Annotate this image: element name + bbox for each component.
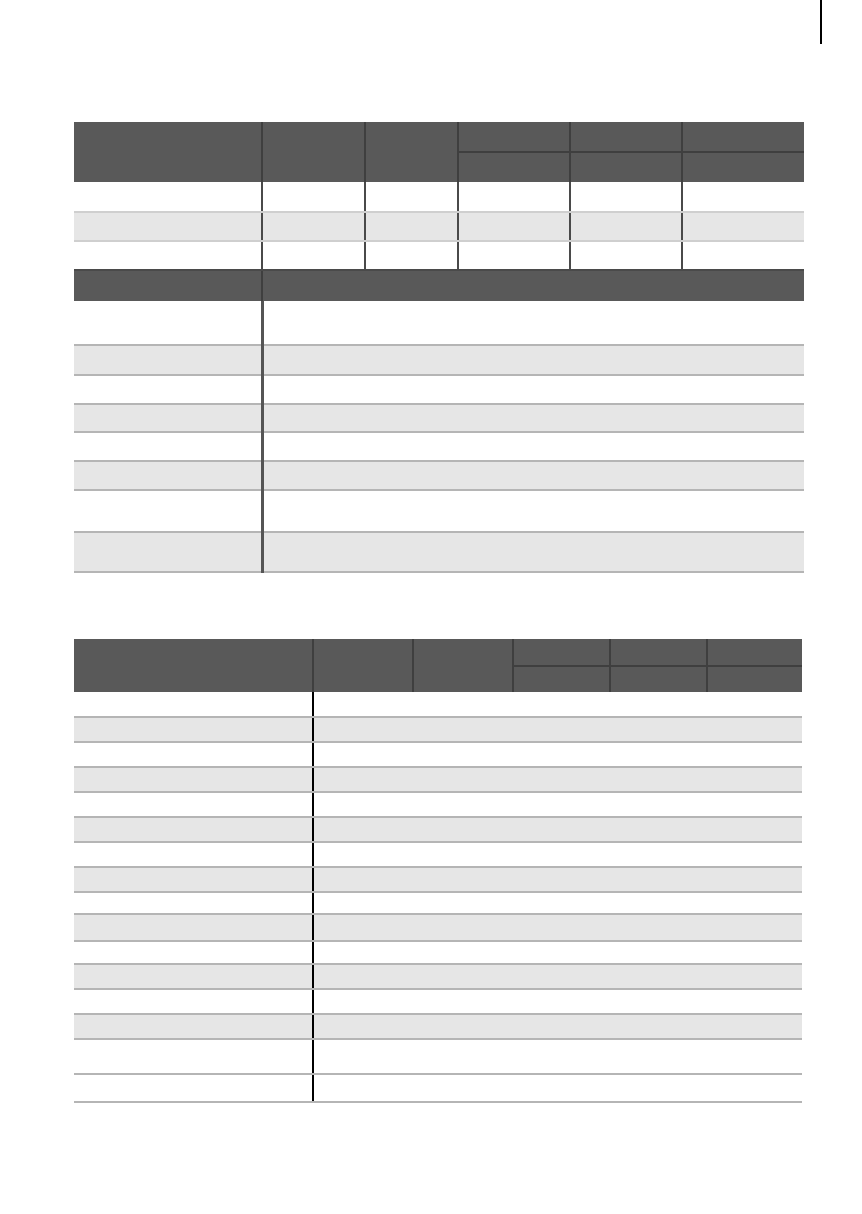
spec-value (262, 461, 804, 490)
table-cell (74, 212, 262, 241)
spec-value (262, 345, 804, 375)
spec-label (74, 432, 262, 461)
spec-label (74, 1014, 313, 1039)
spec-label (74, 792, 313, 817)
spec-row (74, 461, 804, 490)
header-cell (313, 639, 413, 692)
spec-label (74, 964, 313, 989)
spec-value (313, 867, 802, 892)
spec-value (313, 742, 802, 767)
subheader-cell (570, 152, 682, 182)
spec-row (74, 301, 804, 345)
header-cell (74, 639, 313, 692)
spec-row (74, 532, 804, 572)
header-cell (513, 639, 610, 666)
spec-value (313, 717, 802, 742)
spec-value (313, 892, 802, 914)
section-header-cell (262, 270, 804, 301)
spec-value (313, 842, 802, 867)
spec-value (313, 941, 802, 964)
subheader-cell (610, 666, 707, 692)
header-cell (413, 639, 513, 692)
table-cell (365, 241, 458, 270)
spec-row (74, 742, 802, 767)
spec-value (313, 792, 802, 817)
table-cell (365, 182, 458, 212)
spec-label (74, 532, 262, 572)
spec-row (74, 867, 802, 892)
spec-row (74, 375, 804, 404)
spec-label (74, 345, 262, 375)
spec-row (74, 792, 802, 817)
spec-label (74, 461, 262, 490)
spec-row (74, 941, 802, 964)
subheader-cell (682, 152, 804, 182)
spec-value (313, 1014, 802, 1039)
spec-row (74, 1074, 802, 1102)
spec-row (74, 404, 804, 432)
spec-row (74, 989, 802, 1014)
spec-label (74, 692, 313, 717)
table-row (74, 241, 804, 270)
spec-label (74, 892, 313, 914)
spec-label (74, 301, 262, 345)
spec-row (74, 717, 802, 742)
spec-row (74, 432, 804, 461)
table-cell (262, 182, 365, 212)
spec-row (74, 692, 802, 717)
spec-value (313, 692, 802, 717)
spec-label (74, 989, 313, 1014)
section-header-row (74, 270, 804, 301)
spec-label (74, 867, 313, 892)
spec-label (74, 914, 313, 941)
spec-row (74, 964, 802, 989)
spec-row (74, 1039, 802, 1074)
spec-value (262, 532, 804, 572)
header-cell (458, 122, 570, 152)
header-cell (610, 639, 707, 666)
subheader-cell (513, 666, 610, 692)
page-edge-line (820, 0, 822, 44)
spec-label (74, 742, 313, 767)
spec-table-two (74, 639, 802, 1103)
spec-label (74, 490, 262, 532)
spec-value (262, 432, 804, 461)
table-cell (74, 182, 262, 212)
table-cell (570, 182, 682, 212)
table-cell (458, 241, 570, 270)
table-cell (458, 182, 570, 212)
spec-value (313, 817, 802, 842)
spec-value (313, 964, 802, 989)
header-cell (707, 639, 802, 666)
spec-label (74, 1074, 313, 1102)
spec-label (74, 842, 313, 867)
spec-value (313, 1074, 802, 1102)
table-cell (262, 241, 365, 270)
subheader-cell (707, 666, 802, 692)
table-row (74, 182, 804, 212)
spec-row (74, 892, 802, 914)
section-header-cell (74, 270, 262, 301)
spec-label (74, 404, 262, 432)
spec-label (74, 817, 313, 842)
subheader-cell (458, 152, 570, 182)
spec-row (74, 767, 802, 792)
spec-label (74, 1039, 313, 1074)
table-cell (365, 212, 458, 241)
header-cell (570, 122, 682, 152)
spec-value (262, 301, 804, 345)
table-cell (570, 212, 682, 241)
spec-value (262, 490, 804, 532)
table-cell (570, 241, 682, 270)
table-cell (682, 212, 804, 241)
spec-row (74, 914, 802, 941)
spec-value (262, 404, 804, 432)
header-cell (262, 122, 365, 182)
spec-label (74, 375, 262, 404)
spec-value (313, 989, 802, 1014)
header-cell (365, 122, 458, 182)
spec-value (313, 767, 802, 792)
spec-row (74, 490, 804, 532)
table-cell (74, 241, 262, 270)
table-header-row (74, 122, 804, 152)
spec-label (74, 941, 313, 964)
table-cell (458, 212, 570, 241)
spec-label (74, 767, 313, 792)
spec-value (313, 1039, 802, 1074)
spec-row (74, 842, 802, 867)
spec-row (74, 817, 802, 842)
table-row (74, 212, 804, 241)
header-cell (74, 122, 262, 182)
spec-row (74, 345, 804, 375)
table-cell (262, 212, 365, 241)
spec-value (262, 375, 804, 404)
spec-label (74, 717, 313, 742)
table-cell (682, 241, 804, 270)
spec-row (74, 1014, 802, 1039)
table-cell (682, 182, 804, 212)
header-cell (682, 122, 804, 152)
spec-table-one (74, 122, 804, 573)
spec-value (313, 914, 802, 941)
table-header-row (74, 639, 802, 666)
